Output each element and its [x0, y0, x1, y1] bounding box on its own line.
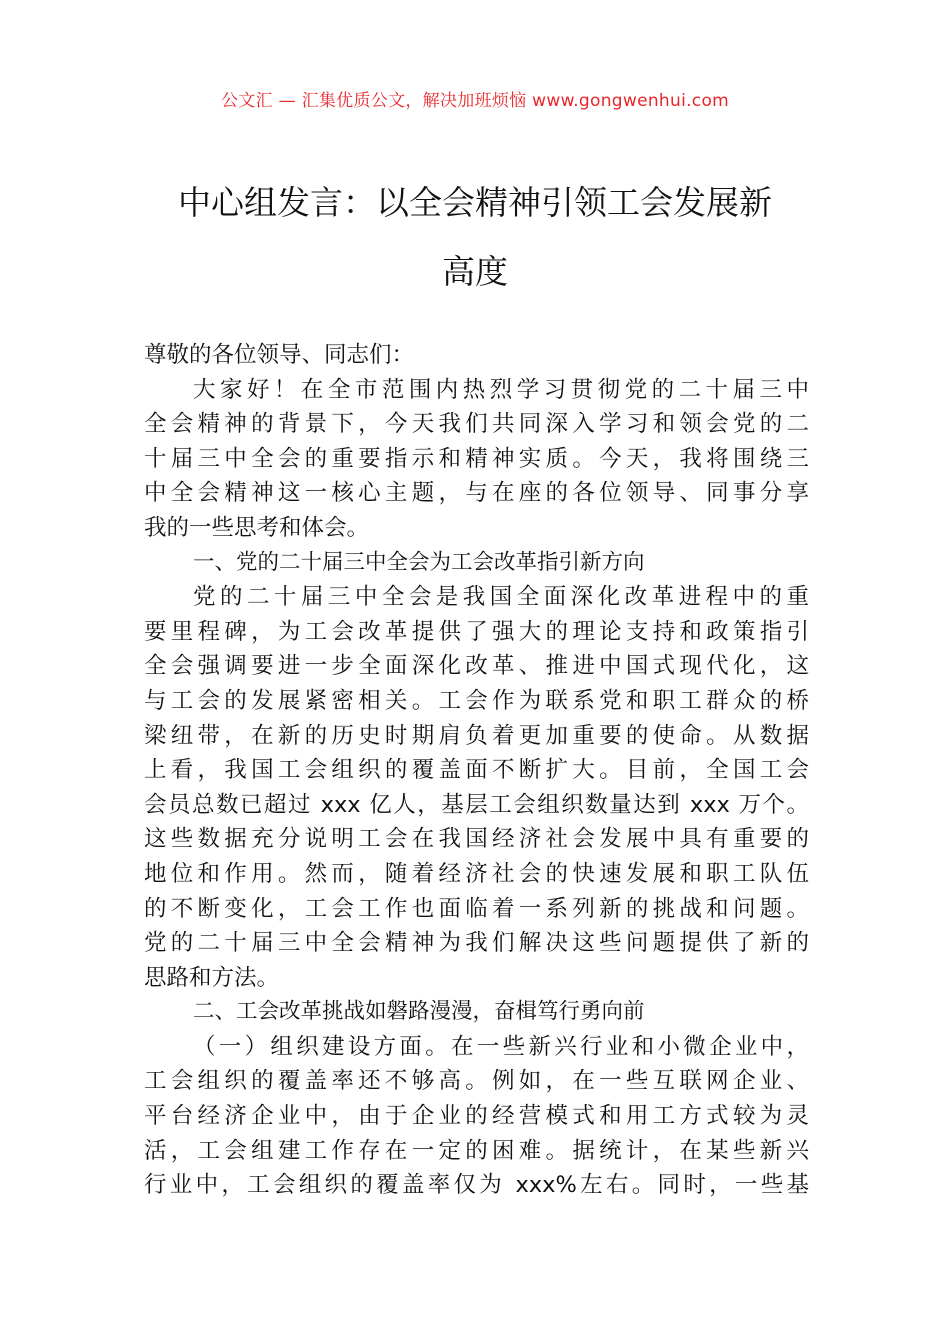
paragraph-line: 全会精神的背景下，今天我们共同深入学习和领会党的二: [144, 411, 809, 438]
paragraph-line: 行业中，工会组织的覆盖率仅为 xxx%左右。同时，一些基: [144, 1172, 809, 1199]
paragraph-line: 党的二十届三中全会精神为我们解决这些问题提供了新的: [144, 930, 809, 957]
paragraph-line: 这些数据充分说明工会在我国经济社会发展中具有重要的: [144, 826, 809, 853]
document-title-line-2: 高度: [442, 252, 508, 291]
section-heading-2: 二、工会改革挑战如磐路漫漫，奋楫笃行勇向前: [193, 999, 645, 1025]
paragraph-line: 我的一些思考和体会。: [144, 514, 370, 541]
paragraph-line: 大家好！在全市范围内热烈学习贯彻党的二十届三中: [193, 376, 809, 403]
paragraph-line: 与工会的发展紧密相关。工会作为联系党和职工群众的桥: [144, 687, 809, 714]
paragraph-line: 活，工会组建工作存在一定的困难。据统计，在某些新兴: [144, 1137, 809, 1164]
paragraph-line: 十届三中全会的重要指示和精神实质。今天，我将围绕三: [144, 445, 809, 472]
paragraph-line: 工会组织的覆盖率还不够高。例如，在一些互联网企业、: [144, 1068, 809, 1095]
paragraph-line: 上看，我国工会组织的覆盖面不断扩大。目前，全国工会: [144, 757, 809, 784]
paragraph-line: 思路和方法。: [144, 964, 280, 991]
paragraph-line: 中全会精神这一核心主题，与在座的各位领导、同事分享: [144, 480, 809, 507]
paragraph-line: 平台经济企业中，由于企业的经营模式和用工方式较为灵: [144, 1103, 809, 1130]
paragraph-line: 梁纽带，在新的历史时期肩负着更加重要的使命。从数据: [144, 722, 809, 749]
paragraph-line: 会员总数已超过 xxx 亿人，基层工会组织数量达到 xxx 万个。: [144, 791, 809, 818]
section-heading-1: 一、党的二十届三中全会为工会改革指引新方向: [193, 549, 645, 575]
paragraph-line: 党的二十届三中全会是我国全面深化改革进程中的重: [193, 584, 809, 611]
site-banner[interactable]: 公文汇 — 汇集优质公文，解决加班烦恼 www.gongwenhui.com: [220, 91, 730, 111]
document-title-line-1: 中心组发言：以全会精神引领工会发展新: [178, 183, 772, 222]
paragraph-line: 的不断变化，工会工作也面临着一系列新的挑战和问题。: [144, 895, 809, 922]
paragraph-line: 地位和作用。然而，随着经济社会的快速发展和职工队伍: [144, 860, 809, 887]
paragraph-line: （一）组织建设方面。在一些新兴行业和小微企业中，: [193, 1033, 809, 1060]
paragraph-line: 要里程碑，为工会改革提供了强大的理论支持和政策指引: [144, 618, 809, 645]
paragraph-line: 全会强调要进一步全面深化改革、推进中国式现代化，这: [144, 653, 809, 680]
salutation-line: 尊敬的各位领导、同志们：: [144, 342, 415, 368]
document-body: [144, 338, 809, 1203]
